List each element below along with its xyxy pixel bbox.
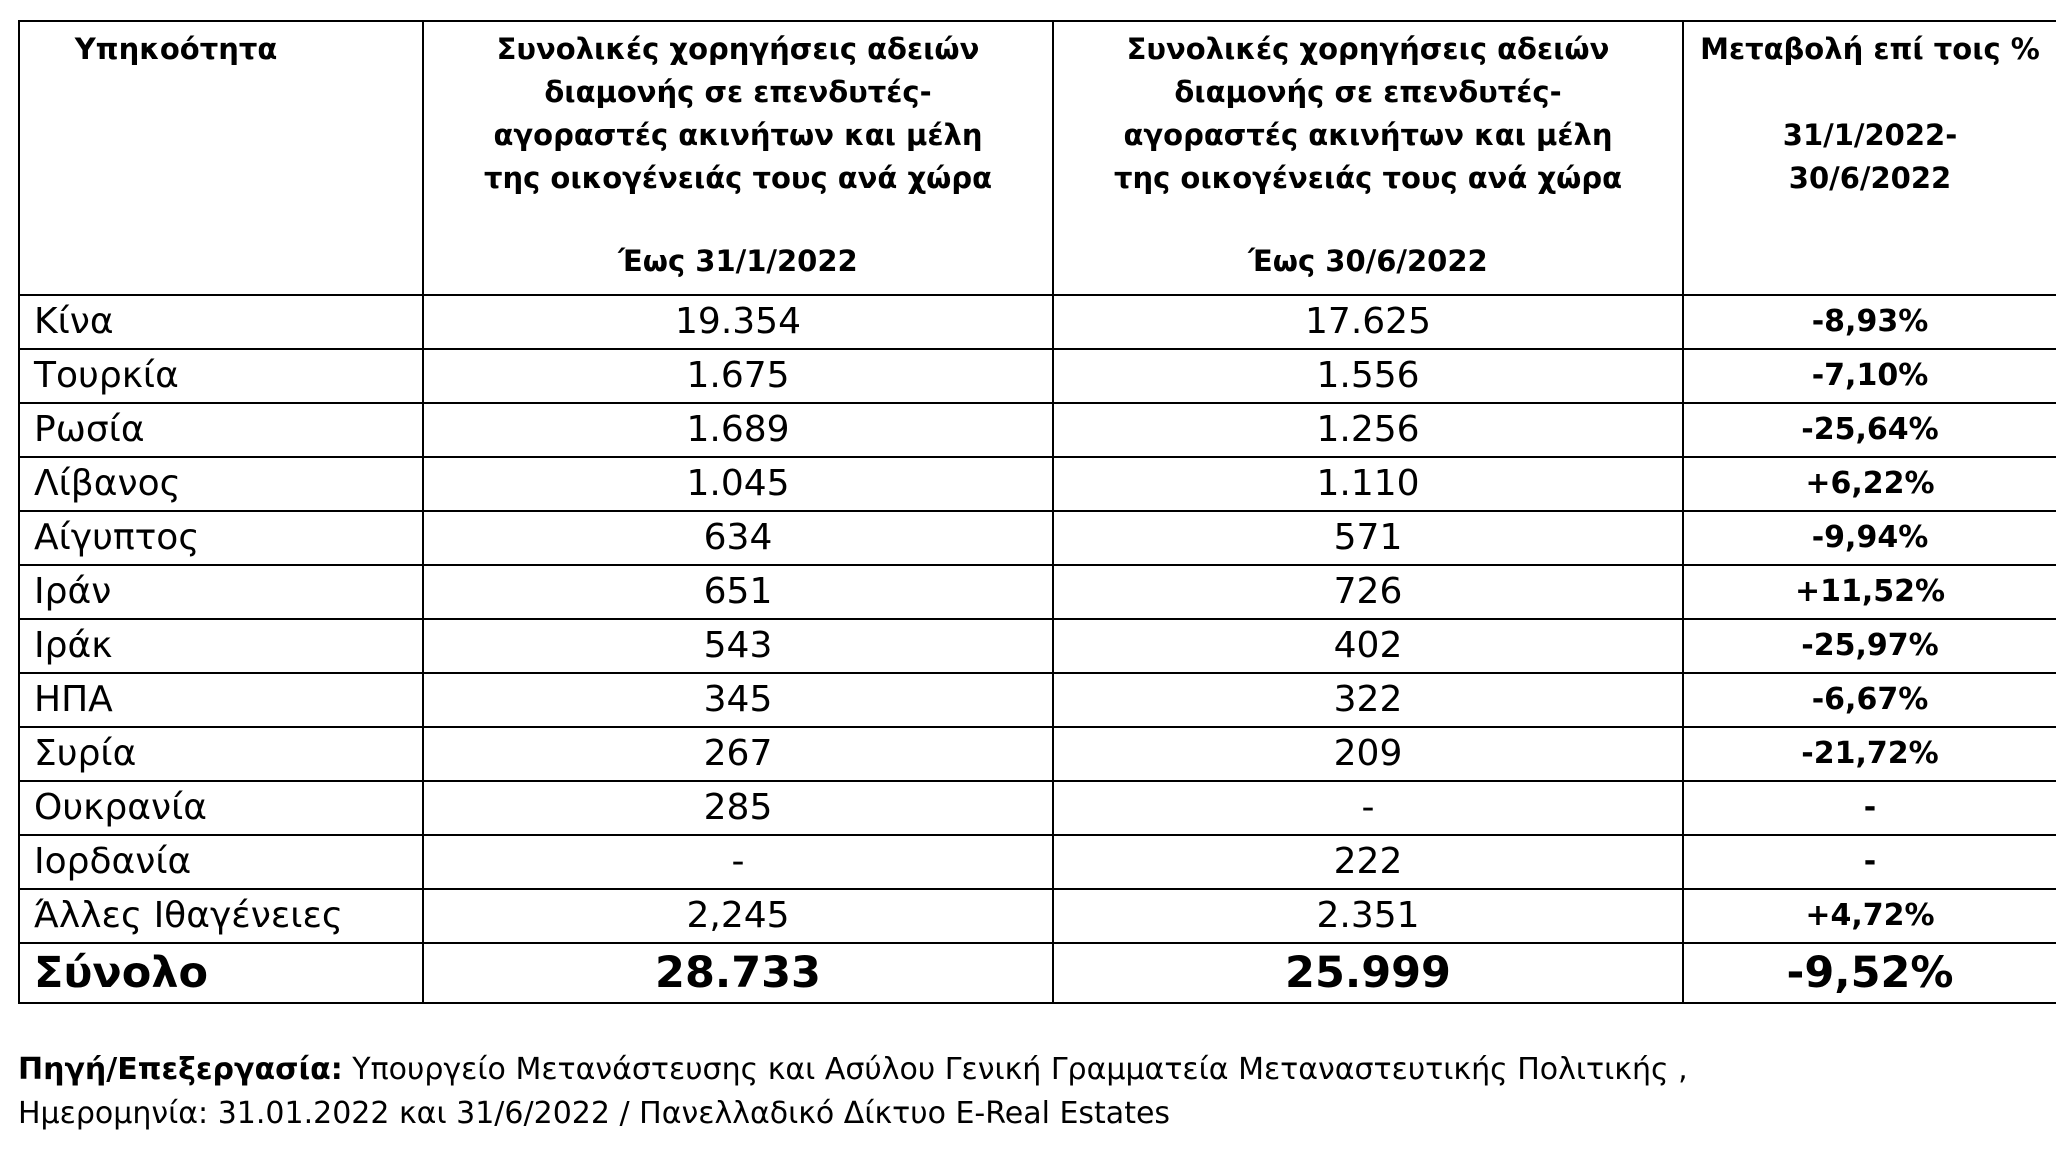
table-row (19, 511, 2056, 565)
cell-jun: 1.556 (1053, 349, 1683, 403)
header-jun-title: Συνολικές χορηγήσεις αδειών διαμονής σε επενδυτές-αγοραστές ακινήτων και μέλη της οικογένειάς τους ανά χώρα (1113, 32, 1623, 195)
date-line: Ημερομηνία: 31.01.2022 και 31/6/2022 / Πανελλαδικό Δίκτυο E-Real Estates (18, 1096, 1171, 1131)
total-cell-label: Σύνολο (19, 943, 423, 1003)
cell-change: +6,22% (1683, 457, 2056, 511)
cell-jun: 222 (1053, 835, 1683, 889)
cell-jan: 285 (423, 781, 1053, 835)
cell-jan: 543 (423, 619, 1053, 673)
header-jan-date: Έως 31/1/2022 (618, 244, 858, 278)
cell-country: Συρία (19, 727, 423, 781)
cell-jan: 2,245 (423, 889, 1053, 943)
cell-jan: 345 (423, 673, 1053, 727)
table-row (19, 295, 2056, 349)
cell-jun: 571 (1053, 511, 1683, 565)
table-header-row (19, 21, 2056, 295)
cell-jun: 2.351 (1053, 889, 1683, 943)
cell-change: -25,97% (1683, 619, 2056, 673)
table-row (19, 889, 2056, 943)
permits-table-container (18, 20, 2056, 1004)
cell-country: Άλλες Ιθαγένειες (19, 889, 423, 943)
table-row (19, 349, 2056, 403)
total-cell-jan: 28.733 (423, 943, 1053, 1003)
cell-jun: 1.256 (1053, 403, 1683, 457)
cell-change: - (1683, 781, 2056, 835)
header-change-period: 31/1/2022-30/6/2022 (1782, 118, 1958, 195)
header-jan-title: Συνολικές χορηγήσεις αδειών διαμονής σε επενδυτές-αγοραστές ακινήτων και μέλη της οικογένειάς τους ανά χώρα (483, 32, 993, 195)
table-row (19, 727, 2056, 781)
source-label: Πηγή/Επεξεργασία: (18, 1052, 343, 1087)
cell-change: +11,52% (1683, 565, 2056, 619)
header-jun-date: Έως 30/6/2022 (1248, 244, 1488, 278)
source-line (18, 1048, 2018, 1092)
cell-jan: 19.354 (423, 295, 1053, 349)
total-cell-jun: 25.999 (1053, 943, 1683, 1003)
cell-jun: 17.625 (1053, 295, 1683, 349)
cell-country: Ιράν (19, 565, 423, 619)
cell-country: Λίβανος (19, 457, 423, 511)
cell-country: ΗΠΑ (19, 673, 423, 727)
cell-jan: 651 (423, 565, 1053, 619)
cell-country: Ιορδανία (19, 835, 423, 889)
header-until-jan-2022 (423, 21, 1053, 295)
cell-change: +4,72% (1683, 889, 2056, 943)
cell-change: -9,94% (1683, 511, 2056, 565)
cell-jun: 322 (1053, 673, 1683, 727)
header-percent-change (1683, 21, 2056, 295)
cell-change: -8,93% (1683, 295, 2056, 349)
cell-change: - (1683, 835, 2056, 889)
cell-jan: 1.689 (423, 403, 1053, 457)
source-text: Υπουργείο Μετανάστευσης και Ασύλου Γενική Γραμματεία Μεταναστευτικής Πολιτικής , (342, 1052, 1688, 1087)
header-change-title: Μεταβολή επί τοις % (1700, 32, 2040, 66)
cell-jan: 1.045 (423, 457, 1053, 511)
cell-country: Αίγυπτος (19, 511, 423, 565)
cell-country: Κίνα (19, 295, 423, 349)
source-footer (18, 1048, 2018, 1136)
cell-change: -21,72% (1683, 727, 2056, 781)
cell-country: Ιράκ (19, 619, 423, 673)
table-body (19, 295, 2056, 1003)
total-row (19, 943, 2056, 1003)
cell-jun: 726 (1053, 565, 1683, 619)
cell-change: -7,10% (1683, 349, 2056, 403)
cell-jun: 209 (1053, 727, 1683, 781)
cell-jun: 1.110 (1053, 457, 1683, 511)
table-row (19, 835, 2056, 889)
cell-jan: 267 (423, 727, 1053, 781)
table-row (19, 457, 2056, 511)
table-row (19, 619, 2056, 673)
header-until-jun-2022 (1053, 21, 1683, 295)
table-row (19, 673, 2056, 727)
table-row (19, 565, 2056, 619)
cell-jun: - (1053, 781, 1683, 835)
cell-change: -25,64% (1683, 403, 2056, 457)
total-cell-change: -9,52% (1683, 943, 2056, 1003)
header-country: Υπηκοότητα (19, 21, 423, 295)
residence-permits-table (18, 20, 2056, 1004)
cell-jun: 402 (1053, 619, 1683, 673)
cell-jan: 634 (423, 511, 1053, 565)
cell-change: -6,67% (1683, 673, 2056, 727)
cell-jan: 1.675 (423, 349, 1053, 403)
cell-country: Ουκρανία (19, 781, 423, 835)
table-row (19, 781, 2056, 835)
cell-country: Τουρκία (19, 349, 423, 403)
cell-country: Ρωσία (19, 403, 423, 457)
table-row (19, 403, 2056, 457)
cell-jan: - (423, 835, 1053, 889)
